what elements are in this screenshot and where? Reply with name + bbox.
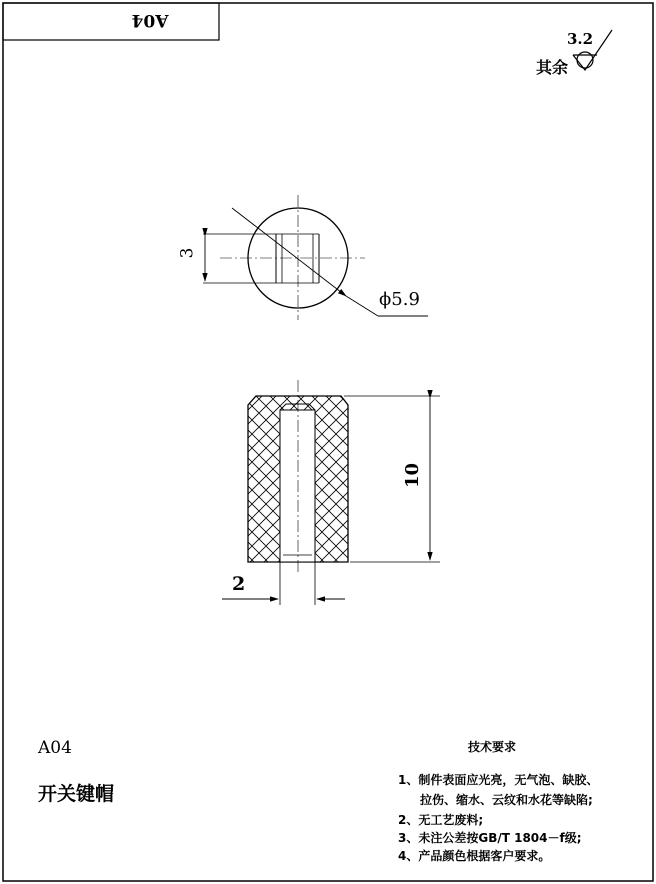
tech-requirement-item: 3、未注公差按GB/T 1804－f级; — [398, 831, 582, 845]
tech-requirements-title: 技术要求 — [468, 740, 517, 754]
title-box-code: A04 — [131, 10, 169, 30]
roughness-value: 3.2 — [567, 30, 594, 48]
slot-width-dimension: 3 — [177, 247, 198, 259]
roughness-other-label: 其余 — [536, 58, 569, 77]
tech-requirement-item: 拉伤、缩水、云纹和水花等缺陷; — [420, 793, 593, 807]
hole-width-dimension: 2 — [232, 573, 246, 595]
part-name: 开关键帽 — [38, 783, 115, 805]
height-dimension: 10 — [402, 462, 424, 489]
tech-requirement-item: 1、制件表面应光亮，无气泡、缺胶、 — [398, 773, 599, 787]
diameter-dimension: ϕ5.9 — [379, 289, 420, 310]
tech-requirement-item: 4、产品颜色根据客户要求。 — [398, 849, 551, 863]
section-view — [222, 380, 440, 605]
part-code: A04 — [38, 738, 72, 758]
tech-requirement-item: 2、无工艺废料; — [398, 813, 484, 827]
